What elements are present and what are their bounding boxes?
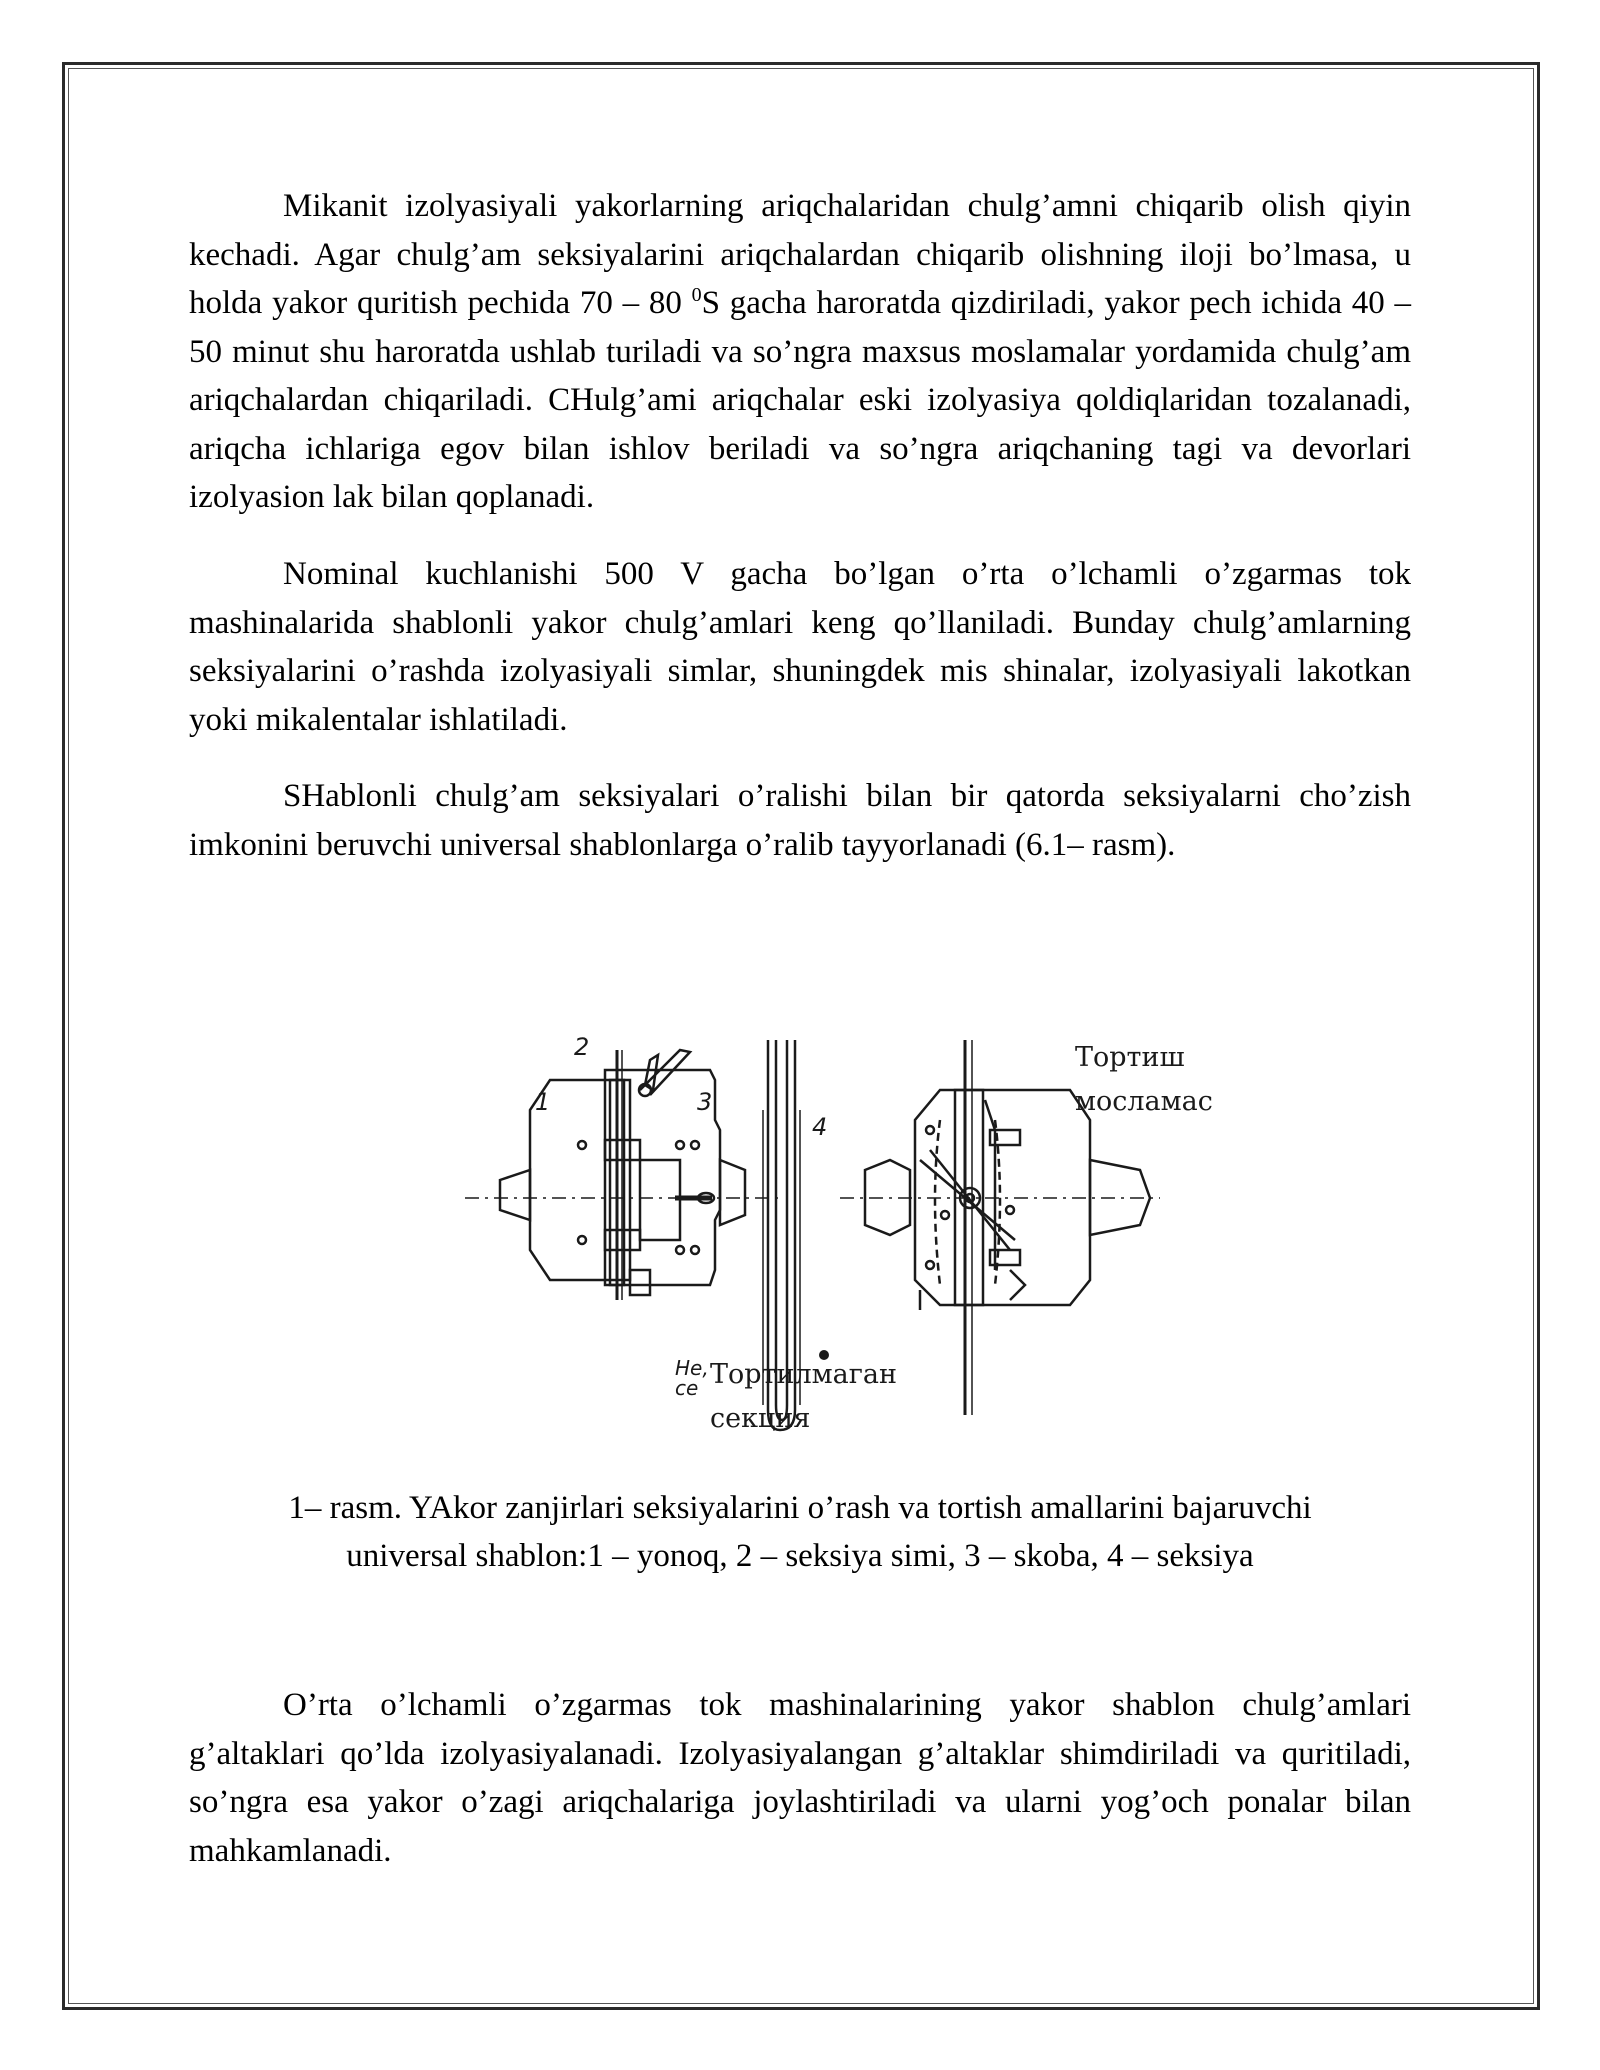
paragraph-1 — [189, 182, 1411, 522]
label-pulling-line-2: мосламас — [1075, 1086, 1213, 1117]
label-untwisted-line-1: Тортилмаган — [710, 1359, 897, 1390]
figure-num-4: 4 — [812, 1113, 828, 1141]
paragraph-3-text: SHablonli chulg’am seksiyalari o’ralishi bilan bir qatorda seksiyalarni cho’zish imkonini beruvchi universal shablonlarga o’ralib tayyorlanadi (6.1– rasm). — [189, 778, 1411, 863]
paragraph-3 — [189, 772, 1411, 869]
label-pulling-line-1: Тортиш — [1075, 1042, 1185, 1073]
figure-num-3: 3 — [697, 1088, 713, 1116]
figure-universal-template — [450, 1010, 1250, 1450]
figure-num-2: 2 — [574, 1033, 590, 1061]
caption-line-2: universal shablon:1 – yonoq, 2 – seksiya simi, 3 – skoba, 4 – seksiya — [346, 1538, 1254, 1574]
label-pulling-device — [1075, 1036, 1213, 1124]
paragraph-1-text: Mikanit izolyasiyali yakorlarning ariqchalaridan chulg’amni chiqarib olish qiyin kechadi. Agar chulg’am seksiyalarini ariqchalardan chiqarib olishning iloji bo’lmasa, u holda yakor quritish pechida 70 – 80 — [189, 188, 1411, 321]
label-untwisted-section — [710, 1353, 897, 1441]
label-untwisted-line-2: секция — [710, 1403, 811, 1434]
paragraph-4 — [189, 1681, 1411, 1875]
figure-partial-text-1: Не, — [675, 1356, 709, 1380]
paragraph-2 — [189, 550, 1411, 744]
paragraph-4-text: O’rta o’lchamli o’zgarmas tok mashinalarining yakor shablon chulg’amlari g’altaklari qo’lda izolyasiyalanadi. Izolyasiyalangan g’altaklar shimdiriladi va quritiladi, so’ngra esa yakor o’zagi ariqchalariga joylashtiriladi va ularni yog’och ponalar bilan mahkamlanadi. — [189, 1687, 1411, 1869]
paragraph-2-text: Nominal kuchlanishi 500 V gacha bo’lgan o’rta o’lchamli o’zgarmas tok mashinalarida shablonli yakor chulg’amlari keng qo’llaniladi. Bunday chulg’amlarning seksiyalarini o’rashda izolyasiyali simlar, shuningdek mis shinalar, izolyasiyali lakotkan yoki mikalentalar ishlatiladi. — [189, 556, 1411, 738]
figure-caption — [189, 1484, 1411, 1580]
caption-line-1: 1– rasm. YAkor zanjirlari seksiyalarini o’rash va tortish amallarini bajaruvchi — [288, 1490, 1312, 1526]
figure-num-1: 1 — [535, 1088, 551, 1116]
figure-partial-text-2: се — [675, 1376, 699, 1400]
degree-superscript: 0 — [691, 284, 702, 306]
paragraph-1-text-rest: S gacha haroratda qizdiriladi, yakor pech ichida 40 – 50 minut shu haroratda ushlab turiladi va so’ngra maxsus moslamalar yordamida chulg’am ariqchalardan chiqariladi. CHulg’ami ariqchalar eski izolyasiya qoldiqlaridan tozalanadi, ariqcha ichlariga egov bilan ishlov beriladi va so’ngra ariqchaning tagi va devorlari izolyasion lak bilan qoplanadi. — [189, 285, 1411, 515]
